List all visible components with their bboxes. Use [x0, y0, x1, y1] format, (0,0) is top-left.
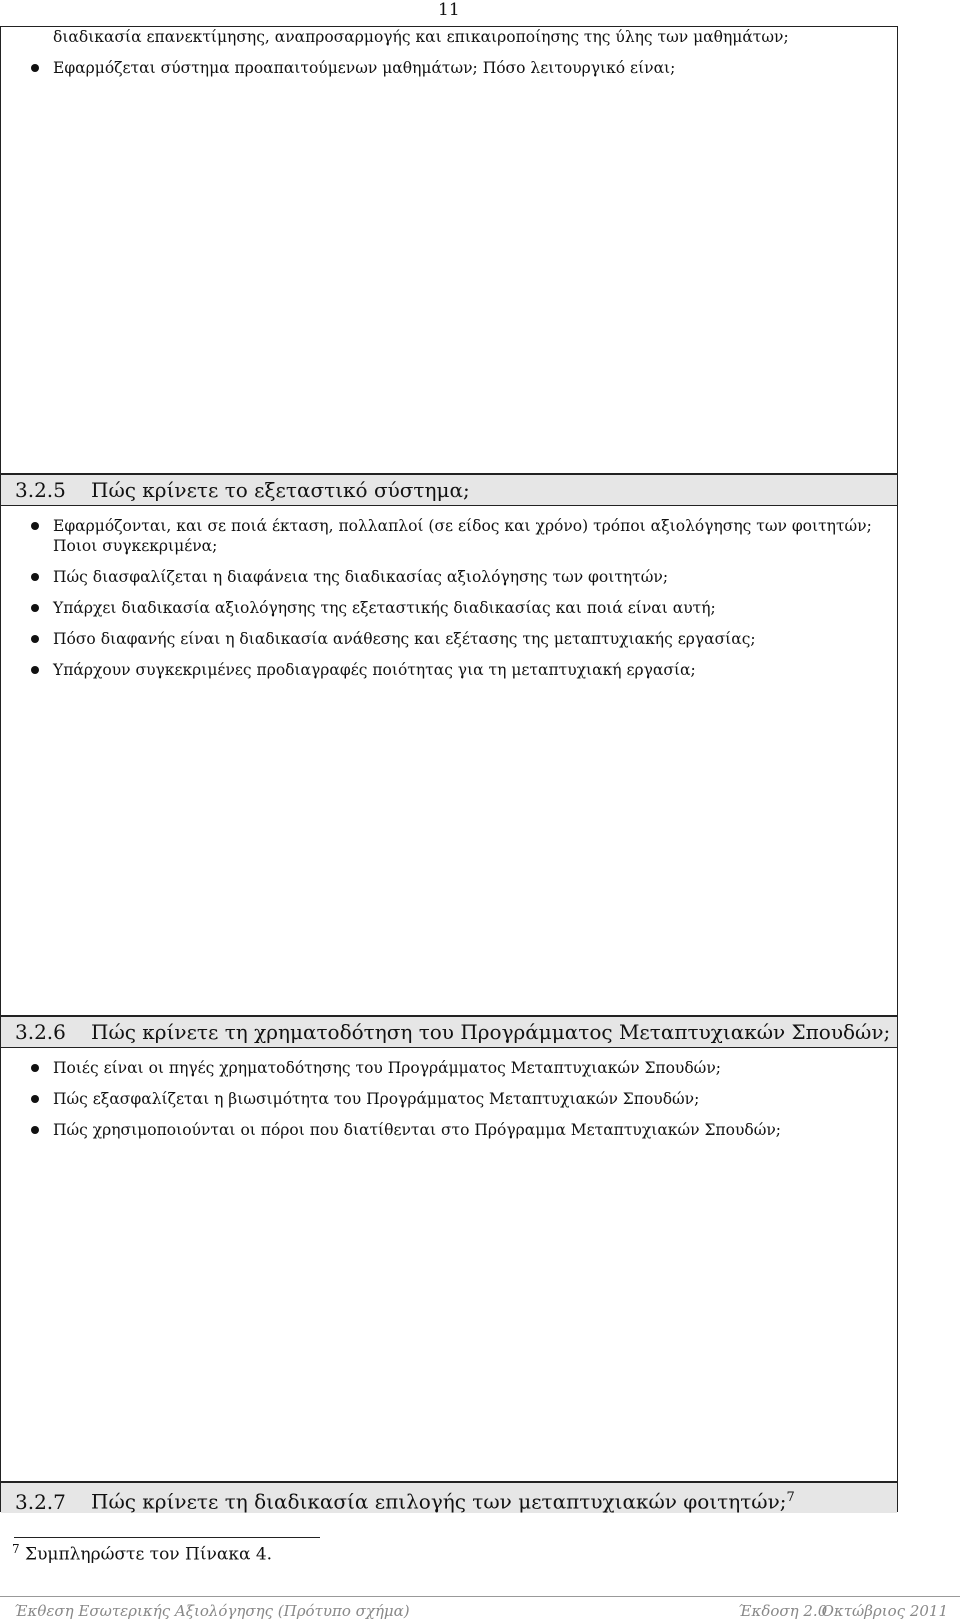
footnote-text: Συμπληρώστε τον Πίνακα 4. — [25, 1544, 273, 1565]
footnote — [12, 1542, 272, 1565]
list-item: Υπάρχει διαδικασία αξιολόγησης της εξεταστικής διαδικασίας και ποιά είναι αυτή; — [1, 598, 897, 618]
list-item: Εφαρμόζεται σύστημα προαπαιτούμενων μαθημάτων; Πόσο λειτουργικό είναι; — [1, 58, 897, 78]
list-item: Εφαρμόζονται, και σε ποιά έκταση, πολλαπλοί (σε είδος και χρόνο) τρόποι αξιολόγησης των φοιτητών; Ποιοι συγκεκριμένα; — [1, 516, 897, 556]
bullet-list — [1, 516, 897, 680]
list-item: Πώς χρησιμοποιούνται οι πόροι που διατίθενται στο Πρόγραμμα Μεταπτυχιακών Σπουδών; — [1, 1120, 897, 1140]
footnote-divider — [14, 1537, 320, 1538]
section-heading — [1, 1483, 897, 1513]
footer-divider — [0, 1596, 960, 1597]
bullet-list — [1, 58, 897, 78]
section-heading — [1, 1017, 897, 1048]
footer-document-title: Έκθεση Εσωτερικής Αξιολόγησης (Πρότυπο σχήμα) — [14, 1602, 410, 1620]
section-title: Πώς κρίνετε το εξεταστικό σύστημα; — [91, 478, 470, 502]
bullet-icon — [31, 522, 39, 530]
bullet-icon — [31, 1064, 39, 1072]
footer-version: Έκδοση 2.0 — [738, 1602, 828, 1620]
section-3-2-6-box — [0, 1016, 898, 1482]
bullet-icon — [31, 64, 39, 72]
list-item: Πώς εξασφαλίζεται η βιωσιμότητα του Προγράμματος Μεταπτυχιακών Σπουδών; — [1, 1089, 897, 1109]
section-3-2-7-box — [0, 1482, 898, 1512]
section-title: Πώς κρίνετε τη χρηματοδότηση του Προγράμματος Μεταπτυχιακών Σπουδών; — [91, 1020, 891, 1044]
section-number: 3.2.5 — [15, 478, 66, 502]
bullet-icon — [31, 1095, 39, 1103]
continued-text: διαδικασία επανεκτίμησης, αναπροσαρμογής και επικαιροποίησης της ύλης των μαθημάτων; — [53, 28, 789, 46]
list-item: Υπάρχουν συγκεκριμένες προδιαγραφές ποιότητας για τη μεταπτυχιακή εργασία; — [1, 660, 897, 680]
list-item: Πώς διασφαλίζεται η διαφάνεια της διαδικασίας αξιολόγησης των φοιτητών; — [1, 567, 897, 587]
footnote-reference: 7 — [786, 1490, 795, 1505]
section-number: 3.2.7 — [15, 1489, 66, 1514]
section-number: 3.2.6 — [15, 1020, 66, 1044]
footnote-mark: 7 — [12, 1542, 20, 1556]
list-item: Πόσο διαφανής είναι η διαδικασία ανάθεσης και εξέτασης της μεταπτυχιακής εργασίας; — [1, 629, 897, 649]
bullet-icon — [31, 604, 39, 612]
list-item: Ποιές είναι οι πηγές χρηματοδότησης του Προγράμματος Μεταπτυχιακών Σπουδών; — [1, 1058, 897, 1078]
bullet-icon — [31, 666, 39, 674]
bullet-icon — [31, 1126, 39, 1134]
bullet-icon — [31, 635, 39, 643]
bullet-icon — [31, 573, 39, 581]
footer-date: Οκτώβριος 2011 — [821, 1602, 948, 1620]
bullet-list — [1, 1058, 897, 1140]
page-number: 11 — [438, 0, 460, 20]
section-3-2-5-box — [0, 474, 898, 1016]
section-title: Πώς κρίνετε τη διαδικασία επιλογής των μεταπτυχιακών φοιτητών; — [91, 1489, 787, 1514]
section-heading — [1, 475, 897, 506]
section-continued-box — [0, 26, 898, 474]
